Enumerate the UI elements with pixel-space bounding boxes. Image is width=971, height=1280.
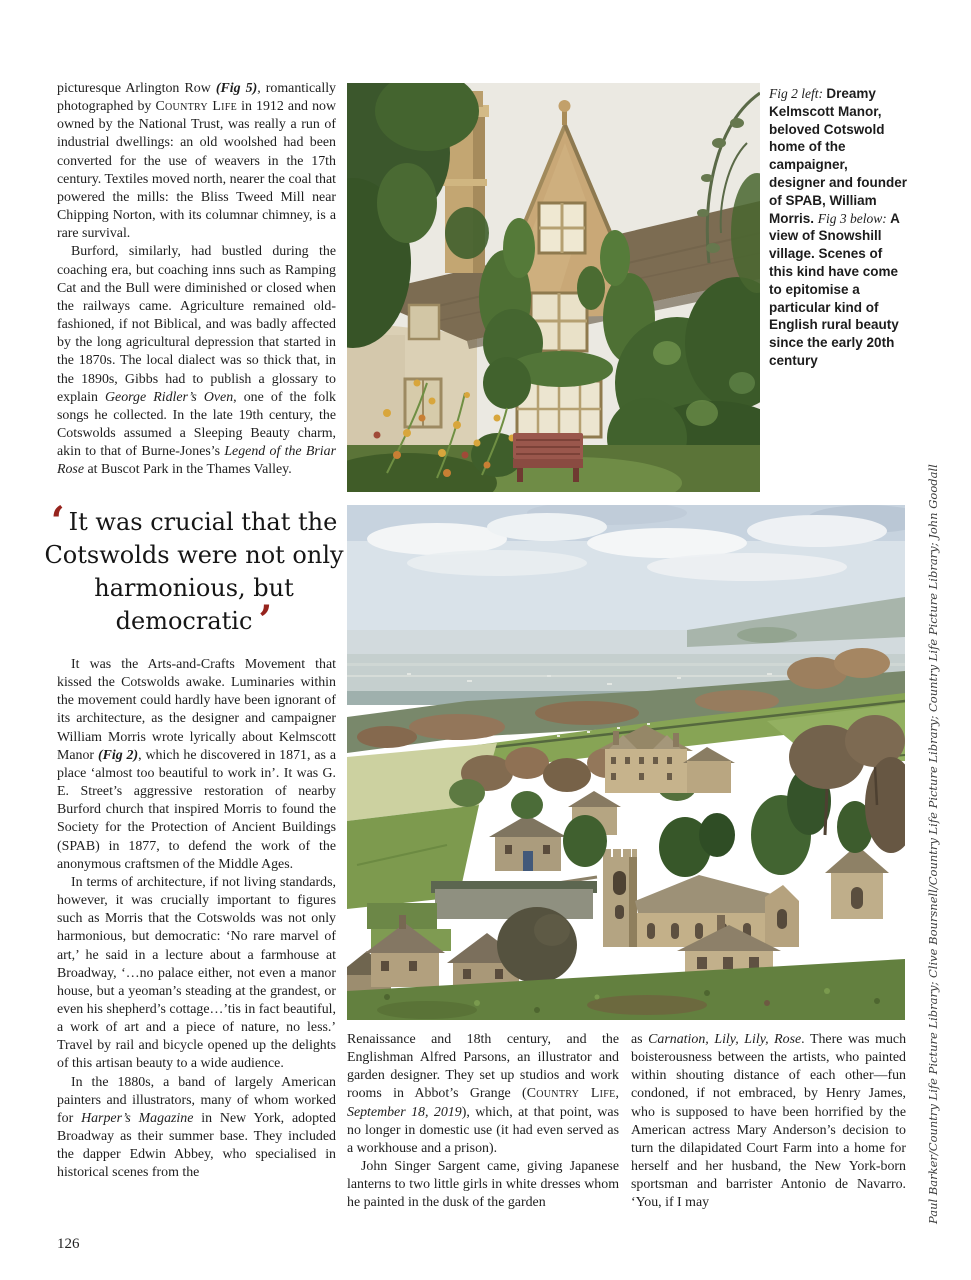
open-quote-mark: ‘: [50, 498, 65, 545]
paragraph: In terms of architecture, if not living standards, however, it was crucially important to figures such as Morris that the Cotswolds was not only harmonious, but democratic: ‘No rare marvel of art,’ he said in a lecture about a farmhouse at Broadway, ‘…no palace either, not even a manor house, but a yeoman’s steading at the grandest, or even his shepherd’s cottage…’tis in fact beautiful, a work of art and a piece of nature, no less.’ Travel by rail and bicycle opened up the delights of this artisan beauty to a wide audience.: [57, 874, 336, 1072]
paragraph: as Carnation, Lily, Lily, Rose. There was much boisterousness between the artists, who painted within shouting distance of each other—fun condoned, if not embraced, by Henry James, who is supposed to have been horrified by the American actress Mary Anderson’s decision to turn the dilapidated Court Farm into a home for herself and her husband, the New York-born sportsman and barrister Antonio de Navarro. ‘You, if I may: [631, 1032, 907, 1211]
fig2-kelmscott-manor-photo: [347, 83, 760, 492]
pull-quote-text: It was crucial that the Cotswolds were not only harmonious, but democratic: [44, 508, 344, 635]
right-column: [631, 1031, 906, 1213]
snowshill-village-illustration: [347, 505, 905, 1020]
page-number: 126: [57, 1236, 80, 1252]
photo-credit: Paul Barker/Country Life Picture Library; Clive Boursnell/Country Life Picture Library; Country Life Picture Library; John Goodall: [926, 464, 940, 1224]
paragraph: picturesque Arlington Row (Fig 5), romantically photographed by Country Life in 1912 and now owned by the National Trust, was really a run of industrial dwellings: an old woolshed had been converted for the use of weavers in the 17th century. Textiles moved north, nearer the coal that powered the mills: the Bliss Tweed Mill near Chipping Norton, with its columnar chimney, is a rare survival.: [57, 81, 336, 242]
paragraph: It was the Arts-and-Crafts Movement that kissed the Cotswolds awake. Luminaries within the movement could hardly have been ignorant of its architecture, as the designer and campaigner William Morris wrote lyrically about Kelmscott Manor (Fig 2), which he discovered in 1871, as a place ‘almost too beautiful to work in’. It was G. E. Street’s aggressive restoration of nearby Burford church that inspired Morris to found the Society for the Protection of Ancient Buildings (SPAB) in 1877, to defend the work of the anonymous craftsmen of the Middle Ages.: [57, 657, 336, 872]
paragraph: Burford, similarly, had bustled during the coaching era, but coaching inns such as Ramping Cat and the Bull were diminished or closed when the railways came. Agriculture remained old-fashioned, if not Biblical, and was badly affected by the long agricultural depression that started in the 1870s. The local dialect was so thick that, in the 1890s, Gibbs had to publish a glossary to explain George Ridler’s Oven, one of the folk songs he collected. In the late 19th century, the Cotswolds assumed a Sleeping Beauty charm, akin to that of Burne-Jones’s Legend of the Briar Rose at Buscot Park in the Thames Valley.: [57, 244, 337, 478]
paragraph: John Singer Sargent came, giving Japanese lanterns to two little girls in white dresses whom he painted in the dusk of the garden: [347, 1159, 619, 1211]
fig3-snowshill-village-photo: [347, 505, 905, 1020]
paragraph: In the 1880s, a band of largely American painters and illustrators, many of whom worked for Harper’s Magazine in New York, adopted Broadway as their summer base. They included the dapper Edwin Abbey, who specialised in historical scenes from the: [57, 1074, 336, 1181]
left-column-bottom: [57, 656, 336, 1183]
kelmscott-manor-illustration: [347, 83, 760, 492]
paragraph: Renaissance and 18th century, and the Englishman Alfred Parsons, an illustrator and garden designer. They set up studios and work rooms in Abbot’s Grange (Country Life, September 18, 2019), which, at that point, was no longer in domestic use (it had even served as a workhouse and a prison).: [347, 1032, 620, 1156]
close-quote-mark: ’: [258, 597, 273, 644]
figure-caption: Fig 2 left: Dreamy Kelmscott Manor, beloved Cotswold home of the campaigner, designer and founder of SPAB, William Morris. Fig 3 below: A view of Snowshill village. Scenes of this kind have come to epitomise a particular kind of English rural beauty since the early 20th century: [769, 86, 908, 368]
pull-quote: [44, 498, 344, 644]
right-chapel: [825, 845, 889, 919]
left-column-top: [57, 80, 336, 479]
middle-column: [347, 1031, 619, 1213]
